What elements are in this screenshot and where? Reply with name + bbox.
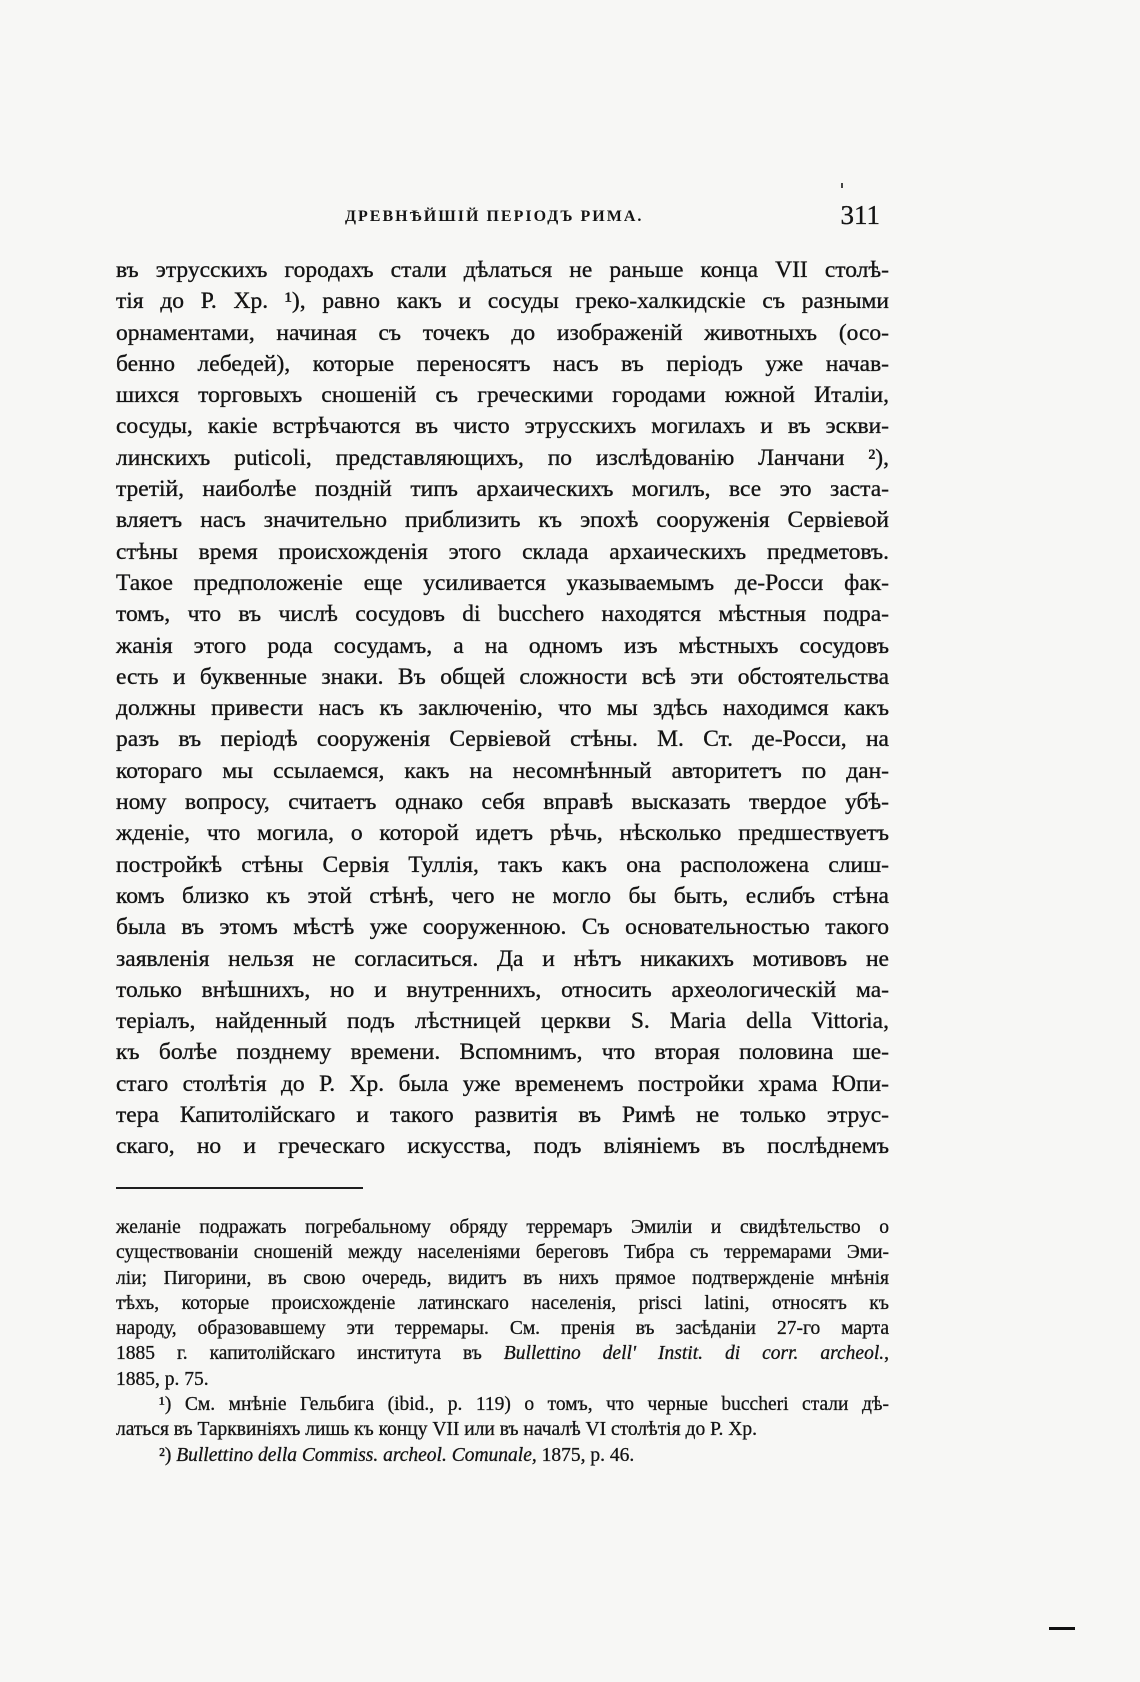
main-text (116, 255, 889, 1163)
journal-title: Bullettino dell' Instit. di corr. archeol. (503, 1343, 885, 1365)
footnote-text: ²) (159, 1444, 177, 1466)
text-line: комъ близко къ этой стѣнѣ, чего не могло бы быть, еслибъ стѣна (116, 882, 889, 909)
text-line: Такое предположеніе еще усиливается указываемымъ де-Росси фак- (116, 569, 889, 596)
footnote-line: тѣхъ, которые происхожденіе латинскаго населенія, prisci latini, относятъ къ (116, 1292, 889, 1314)
running-head: ДРЕВНѢЙШІЙ ПЕРІОДЪ РИМА. (345, 208, 644, 225)
text-line: только внѣшнихъ, но и внутреннихъ, относить археологическій ма- (116, 976, 889, 1003)
text-line: котораго мы ссылаемся, какъ на несомнѣнный авторитетъ по дан- (116, 757, 889, 784)
footnote-separator (116, 1187, 363, 1189)
page-number: 311 (840, 200, 880, 230)
text-line: линскихъ puticoli, представляющихъ, по изслѣдованію Ланчани ²), (116, 444, 889, 471)
text-line: третій, наиболѣе поздній типъ архаическихъ могилъ, все это заста- (116, 476, 889, 503)
footnote-text: 1885 г. капитолійскаго института въ (116, 1343, 504, 1365)
footnote-2 (116, 1443, 889, 1468)
text-line: тера Капитолійскаго и такого развитія въ Римѣ не только этрус- (116, 1102, 889, 1129)
text-line: тія до Р. Хр. ¹), равно какъ и сосуды греко-халкидскіе съ разными (116, 288, 889, 315)
text-line: стаго столѣтія до Р. Хр. была уже временемъ постройки храма Юпи- (116, 1070, 889, 1097)
text-line: сосуды, какіе встрѣчаются въ чисто этрусскихъ могилахъ и въ эскви- (116, 413, 889, 440)
footnote-line: ліи; Пигорини, въ свою очередь, видитъ въ нихъ прямое подтвержденіе мнѣнія (116, 1267, 889, 1289)
text-line: есть и буквенные знаки. Въ общей сложности всѣ эти обстоятельства (116, 663, 889, 690)
text-line: ному вопросу, считаетъ однако себя вправѣ высказать твердое убѣ- (116, 789, 889, 816)
text-line: вляетъ насъ значительно приблизить къ эпохѣ сооруженія Сервіевой (116, 507, 889, 534)
text-line: къ болѣе позднему времени. Вспомнимъ, что вторая половина ше- (116, 1039, 889, 1066)
text-line: шихся торговыхъ сношеній съ греческими городами южной Италіи, (116, 382, 889, 409)
text-line: бенно лебедей), которые переносятъ насъ въ періодъ уже начав- (116, 350, 889, 377)
footnote-text: , (884, 1343, 889, 1365)
text-line: разъ въ періодѣ сооруженія Сервіевой стѣны. М. Ст. де-Росси, на (116, 726, 889, 753)
footnote-line: 1885, p. 75. (116, 1368, 209, 1390)
text-line: теріалъ, найденный подъ лѣстницей церкви S. Maria della Vittoria, (116, 1008, 889, 1035)
journal-title: Bullettino della Commiss. archeol. Comunale, (176, 1444, 537, 1466)
text-line: была въ этомъ мѣстѣ уже сооруженною. Съ основательностью такого (116, 914, 889, 941)
scan-dash-mark (1049, 1627, 1075, 1630)
text-line: должны привести насъ къ заключенію, что мы здѣсь находимся какъ (116, 695, 889, 722)
text-line: скаго, но и греческаго искусства, подъ вліяніемъ въ послѣднемъ (116, 1133, 889, 1160)
footnote-line: существованіи сношеній между населеніями береговъ Тибра съ терремарами Эми- (116, 1242, 889, 1264)
text-line: постройкѣ стѣны Сервія Туллія, такъ какъ она расположена слиш- (116, 851, 889, 878)
text-line: жденіе, что могила, о которой идетъ рѣчь, нѣсколько предшествуетъ (116, 820, 889, 847)
page-header (116, 200, 880, 234)
footnotes (116, 1215, 889, 1468)
scan-speck (841, 183, 843, 188)
footnote-line: народу, образовавшему эти терремары. См. пренія въ засѣданіи 27-го марта (116, 1318, 889, 1340)
text-line: жанія этого рода сосудамъ, а на одномъ изъ мѣстныхъ сосудовъ (116, 632, 889, 659)
text-line: заявленія нельзя не согласиться. Да и нѣтъ никакихъ мотивовъ не (116, 945, 889, 972)
footnote-1: ¹) См. мнѣніе Гельбига (ibid., p. 119) о томъ, что черные buccheri стали дѣ- (159, 1394, 889, 1416)
text-line: томъ, что въ числѣ сосудовъ di bucchero находятся мѣстныя подра- (116, 601, 889, 628)
footnote-line: латься въ Тарквиніяхъ лишь къ концу VII или въ началѣ VI столѣтія до Р. Хр. (116, 1419, 757, 1441)
text-line: орнаментами, начиная съ точекъ до изображеній животныхъ (осо- (116, 319, 889, 346)
text-line: въ этрусскихъ городахъ стали дѣлаться не раньше конца VII столѣ- (116, 257, 889, 283)
text-line: стѣны время происхожденія этого склада архаическихъ предметовъ. (116, 538, 889, 565)
footnote-line (116, 1341, 889, 1366)
footnote-text: 1875, p. 46. (536, 1444, 635, 1466)
footnote-line: желаніе подражать погребальному обряду терремаръ Эмиліи и свидѣтельство о (116, 1217, 889, 1238)
